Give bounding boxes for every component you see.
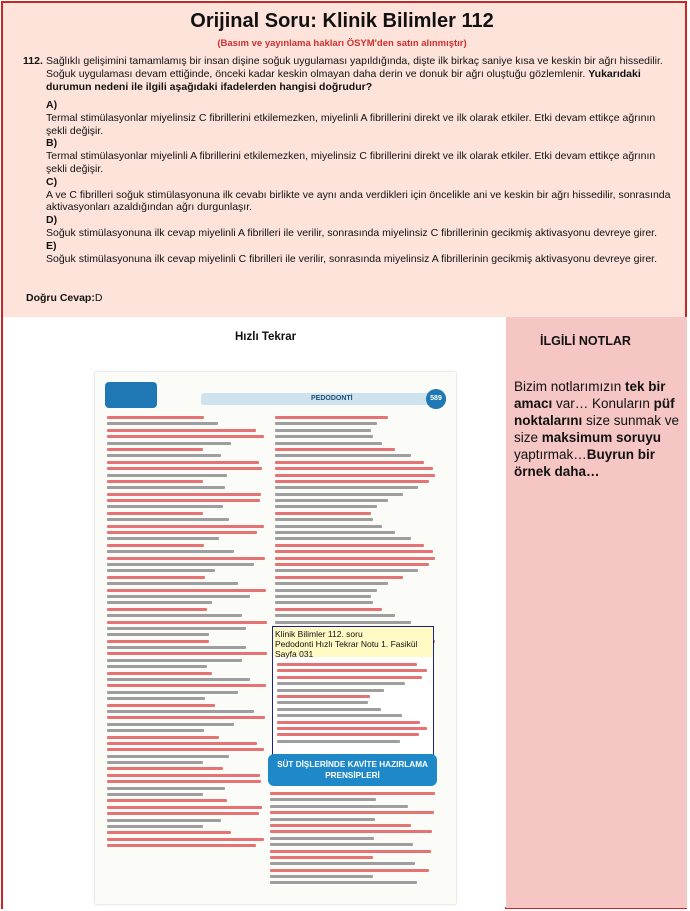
book-text-line — [107, 505, 223, 508]
book-text-line — [277, 689, 384, 692]
book-text-line — [277, 701, 368, 704]
book-text-line — [275, 493, 403, 496]
book-text-line — [277, 733, 419, 736]
book-text-line — [270, 856, 373, 859]
book-text-line — [107, 601, 212, 604]
book-text-line — [107, 595, 250, 598]
book-text-line — [107, 416, 204, 419]
book-text-line — [107, 799, 227, 802]
book-text-line — [107, 429, 256, 432]
book-text-line — [275, 576, 403, 579]
book-text-line — [107, 819, 221, 822]
book-text-line — [275, 608, 382, 611]
option-label: D) — [46, 214, 58, 227]
book-right-column — [275, 416, 435, 646]
notes-fragment: tek bir amacı — [514, 379, 666, 411]
book-text-line — [277, 682, 405, 685]
book-text-line — [107, 684, 266, 687]
notes-fragment: Buyrun bir örnek daha… — [514, 447, 656, 479]
notes-fragment: püf noktalarını — [514, 396, 675, 428]
book-text-line — [275, 435, 373, 438]
book-text-line — [107, 448, 203, 451]
notes-fragment: yaptırmak… — [514, 447, 587, 462]
option-c — [46, 176, 671, 214]
book-text-line — [270, 798, 376, 801]
book-text-line — [107, 640, 209, 643]
book-text-line — [270, 881, 417, 884]
book-text-line — [275, 512, 371, 515]
book-text-line — [270, 824, 411, 827]
book-text-line — [107, 831, 231, 834]
option-label: C) — [46, 175, 58, 188]
book-text-line — [107, 748, 264, 751]
book-text-line — [107, 531, 257, 534]
book-bottom-lines — [270, 792, 440, 888]
option-label: B) — [46, 137, 58, 150]
book-text-line — [107, 691, 238, 694]
book-logo — [105, 382, 157, 408]
book-text-line — [275, 589, 377, 592]
book-text-line — [275, 544, 424, 547]
option-text: Soğuk stimülasyonuna ilk cevap miyelinli A fibrilleri ile verilir, sonrasında miyelinsiz C fibrillerinin gecikmiş aktivasyonu devreye girer. — [46, 226, 657, 239]
book-text-line — [277, 740, 400, 743]
book-text-line — [277, 727, 427, 730]
book-text-line — [275, 416, 388, 419]
callout-text-lines — [277, 663, 427, 746]
options-list — [46, 99, 671, 265]
book-page-title: PEDODONTİ — [311, 395, 353, 402]
question-number: 112. — [23, 55, 43, 67]
book-text-line — [107, 774, 260, 777]
notes-fragment: Bizim notlarımızın — [514, 379, 626, 394]
book-text-line — [107, 576, 205, 579]
book-text-line — [107, 716, 265, 719]
question-text — [46, 55, 666, 94]
book-text-line — [107, 672, 212, 675]
book-text-line — [275, 505, 377, 508]
book-text-line — [275, 422, 377, 425]
book-text-line — [107, 589, 266, 592]
book-text-line — [270, 843, 413, 846]
book-text-line — [270, 805, 408, 808]
book-text-line — [107, 787, 225, 790]
book-text-line — [275, 474, 435, 477]
book-text-line — [275, 550, 433, 553]
book-text-line — [107, 480, 203, 483]
book-text-line — [277, 663, 417, 666]
book-text-line — [107, 646, 246, 649]
book-text-line — [107, 723, 234, 726]
option-text: A ve C fibrilleri soğuk stimülasyonuna ilk cevabı birlikte ve aynı anda verdikleri için öncelikle ani ve keskin bir ağrı hissedilir, sonrasında aktivasyonları azaldığından ağrı durgunlaşır. — [46, 188, 671, 214]
book-text-line — [277, 669, 427, 672]
book-text-line — [277, 708, 381, 711]
book-text-line — [107, 844, 256, 847]
book-text-line — [107, 557, 265, 560]
book-page-number: 589 — [426, 389, 446, 409]
notes-fragment: size sunmak ve size — [514, 413, 680, 445]
book-text-line — [107, 825, 203, 828]
question-prompt: Yukarıdaki durumun nedeni ile ilgili aşağıdaki ifadelerden hangisi doğrudur? — [46, 68, 641, 93]
book-text-line — [275, 537, 411, 540]
book-text-line — [107, 518, 229, 521]
book-text-line — [107, 652, 267, 655]
book-text-line — [277, 714, 402, 717]
book-text-line — [107, 812, 259, 815]
section-banner: SÜT DİŞLERİNDE KAVİTE HAZIRLAMA PRENSİPLERİ — [268, 754, 437, 786]
book-text-line — [107, 569, 215, 572]
option-d — [46, 214, 671, 240]
option-text: Soğuk stimülasyonuna ilk cevap miyelinli C fibrilleri ile verilir, sonrasında miyelinsiz A fibrillerinin gecikmiş aktivasyonu devreye girer. — [46, 252, 657, 265]
book-text-line — [275, 582, 388, 585]
correct-answer — [26, 292, 102, 304]
question-body: Sağlıklı gelişimini tamamlamış bir insan dişine soğuk uygulaması yapıldığında, dişte ilk birkaç saniye kısa ve keskin bir ağrı hissedilir. Soğuk uygulaması devam ettiğinde, önceki kadar keskin olmayan daha derin ve donuk bir ağrı oluştuğu gözlemlenir. — [46, 55, 663, 80]
book-text-line — [107, 550, 234, 553]
book-text-line — [107, 767, 223, 770]
book-text-line — [275, 531, 395, 534]
book-text-line — [270, 830, 432, 833]
option-a — [46, 99, 671, 137]
book-text-line — [107, 729, 204, 732]
callout-line-2: Pedodonti Hızlı Tekrar Notu 1. Fasikül — [275, 639, 418, 649]
book-text-line — [275, 442, 382, 445]
book-text-line — [107, 704, 215, 707]
callout-line-3: Sayfa 031 — [275, 649, 314, 659]
book-text-line — [107, 742, 257, 745]
book-text-line — [275, 467, 433, 470]
book-text-line — [107, 422, 218, 425]
book-text-line — [275, 448, 395, 451]
book-text-line — [107, 621, 267, 624]
book-text-line — [107, 633, 209, 636]
answer-value: D — [94, 292, 103, 304]
book-text-line — [107, 499, 260, 502]
book-text-line — [107, 806, 262, 809]
book-text-line — [275, 563, 429, 566]
book-text-line — [107, 755, 229, 758]
book-text-line — [107, 525, 264, 528]
answer-label: Doğru Cevap: — [26, 292, 95, 304]
book-text-line — [270, 850, 431, 853]
book-text-line — [270, 862, 415, 865]
book-text-line — [275, 461, 424, 464]
book-text-line — [107, 736, 219, 739]
book-text-line — [107, 435, 264, 438]
book-text-line — [107, 563, 254, 566]
book-text-line — [107, 665, 207, 668]
book-text-line — [107, 761, 203, 764]
book-text-line — [107, 697, 205, 700]
book-left-column — [107, 416, 267, 851]
book-text-line — [275, 601, 373, 604]
option-label: E) — [46, 239, 57, 252]
notes-text — [514, 378, 680, 480]
book-text-line — [107, 678, 250, 681]
book-text-line — [107, 608, 207, 611]
book-text-line — [275, 525, 382, 528]
book-text-line — [275, 480, 429, 483]
notes-fragment: var… Konuların — [552, 396, 654, 411]
book-text-line — [107, 493, 261, 496]
book-text-line — [275, 569, 418, 572]
book-text-line — [277, 721, 420, 724]
book-text-line — [275, 486, 418, 489]
book-text-line — [270, 818, 375, 821]
book-text-line — [275, 557, 435, 560]
book-text-line — [107, 582, 238, 585]
book-text-line — [107, 780, 261, 783]
option-text: Termal stimülasyonlar miyelinli A fibrillerini etkilemezken, miyelinsiz C fibrillerini direkt ve ilk olarak etkiler. Etki devam ettikçe ağrının şekli değişir. — [46, 150, 656, 175]
book-text-line — [275, 614, 395, 617]
option-text: Termal stimülasyonlar miyelinsiz C fibrillerini etkilemezken, miyelinli A fibrillerini direkt ve ilk olarak etkiler. Etki devam ettikçe ağrının şekli değişir. — [46, 111, 656, 137]
notes-fragment: maksimum soruyu — [541, 430, 662, 445]
book-text-line — [107, 512, 203, 515]
source-callout — [272, 626, 434, 756]
book-text-line — [107, 710, 254, 713]
book-text-line — [275, 621, 411, 624]
book-text-line — [277, 695, 370, 698]
page-title: Orijinal Soru: Klinik Bilimler 112 — [190, 10, 494, 32]
book-text-line — [107, 838, 264, 841]
copyright-note: (Basım ve yayınlama hakları ÖSYM'den satın alınmıştır) — [217, 38, 467, 49]
book-text-line — [107, 793, 203, 796]
book-text-line — [107, 537, 219, 540]
book-text-line — [107, 474, 227, 477]
option-b — [46, 137, 671, 175]
book-text-line — [107, 467, 262, 470]
quick-review-title: Hızlı Tekrar — [235, 331, 297, 343]
book-text-line — [275, 518, 373, 521]
book-text-line — [275, 499, 388, 502]
book-text-line — [107, 544, 204, 547]
notes-title: İLGİLİ NOTLAR — [540, 334, 631, 348]
book-text-line — [107, 486, 225, 489]
book-text-line — [107, 442, 231, 445]
book-text-line — [277, 676, 422, 679]
book-header — [95, 372, 456, 410]
book-text-line — [275, 454, 411, 457]
book-text-line — [107, 461, 259, 464]
book-text-line — [275, 429, 371, 432]
book-text-line — [270, 837, 374, 840]
option-label: A) — [46, 99, 58, 111]
book-text-line — [107, 627, 246, 630]
option-e — [46, 240, 671, 266]
book-text-line — [270, 792, 435, 795]
book-text-line — [107, 659, 242, 662]
callout-line-1: Klinik Bilimler 112. soru — [275, 629, 363, 639]
book-text-line — [275, 595, 371, 598]
book-text-line — [107, 454, 221, 457]
book-text-line — [270, 811, 434, 814]
book-text-line — [107, 614, 242, 617]
book-text-line — [270, 869, 429, 872]
book-text-line — [270, 875, 373, 878]
